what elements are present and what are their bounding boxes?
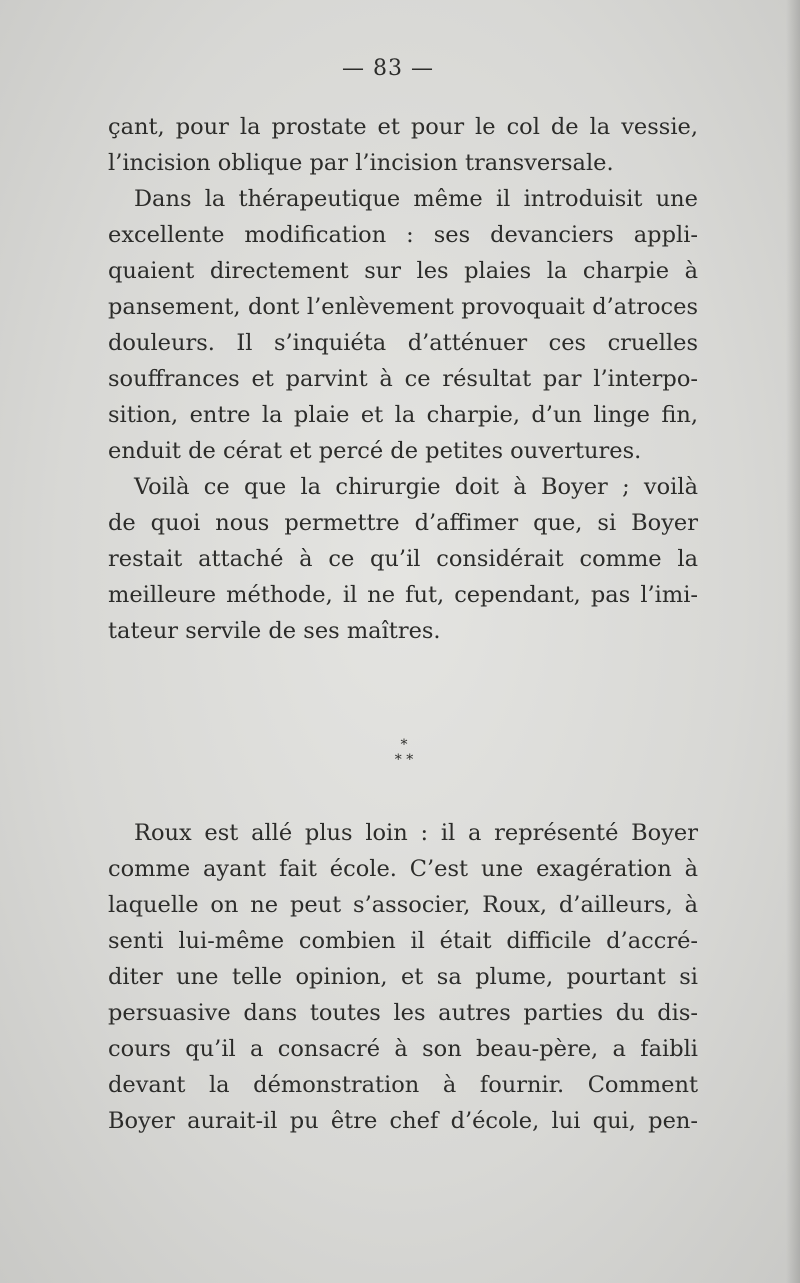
text-line: persuasive dans toutes les autres parties du dis- bbox=[108, 1000, 698, 1026]
page-edge-shadow bbox=[786, 0, 800, 1283]
asterism-bottom: * * bbox=[394, 752, 414, 768]
text-line: Dans la thérapeutique même il introduisit une bbox=[134, 186, 698, 212]
text-line: çant, pour la prostate et pour le col de la vessie, bbox=[108, 114, 698, 140]
text-line: l’incision oblique par l’incision transversale. bbox=[108, 150, 614, 176]
text-line: devant la démonstration à fournir. Comment bbox=[108, 1072, 698, 1098]
text-line: Voilà ce que la chirurgie doit à Boyer ; voilà bbox=[134, 474, 698, 500]
text-line: diter une telle opinion, et sa plume, pourtant si bbox=[108, 964, 698, 990]
text-line: souffrances et parvint à ce résultat par l’interpo- bbox=[108, 366, 698, 392]
text-line: laquelle on ne peut s’associer, Roux, d’ailleurs, à bbox=[108, 892, 698, 918]
text-line: senti lui-même combien il était difficile d’accré- bbox=[108, 928, 698, 954]
text-line: enduit de cérat et percé de petites ouvertures. bbox=[108, 438, 642, 464]
text-line: de quoi nous permettre d’affimer que, si Boyer bbox=[108, 510, 698, 536]
page-number: — 83 — bbox=[342, 56, 434, 81]
text-line: quaient directement sur les plaies la charpie à bbox=[108, 258, 698, 284]
text-line: meilleure méthode, il ne fut, cependant, pas l’imi- bbox=[108, 582, 698, 608]
text-line: Boyer aurait-il pu être chef d’école, lui qui, pen- bbox=[108, 1108, 698, 1134]
text-line: comme ayant fait école. C’est une exagération à bbox=[108, 856, 698, 882]
text-line: excellente modification : ses devanciers appli- bbox=[108, 222, 698, 248]
text-line: sition, entre la plaie et la charpie, d’un linge fin, bbox=[108, 402, 698, 428]
asterism-top: * bbox=[400, 737, 408, 753]
text-line: cours qu’il a consacré à son beau-père, a faibli bbox=[108, 1036, 698, 1062]
text-line: pansement, dont l’enlèvement provoquait d’atroces bbox=[108, 294, 698, 320]
text-line: Roux est allé plus loin : il a représenté Boyer bbox=[134, 820, 698, 846]
text-line: tateur servile de ses maîtres. bbox=[108, 618, 441, 644]
text-line: douleurs. Il s’inquiéta d’atténuer ces cruelles bbox=[108, 330, 698, 356]
text-line: restait attaché à ce qu’il considérait comme la bbox=[108, 546, 698, 572]
